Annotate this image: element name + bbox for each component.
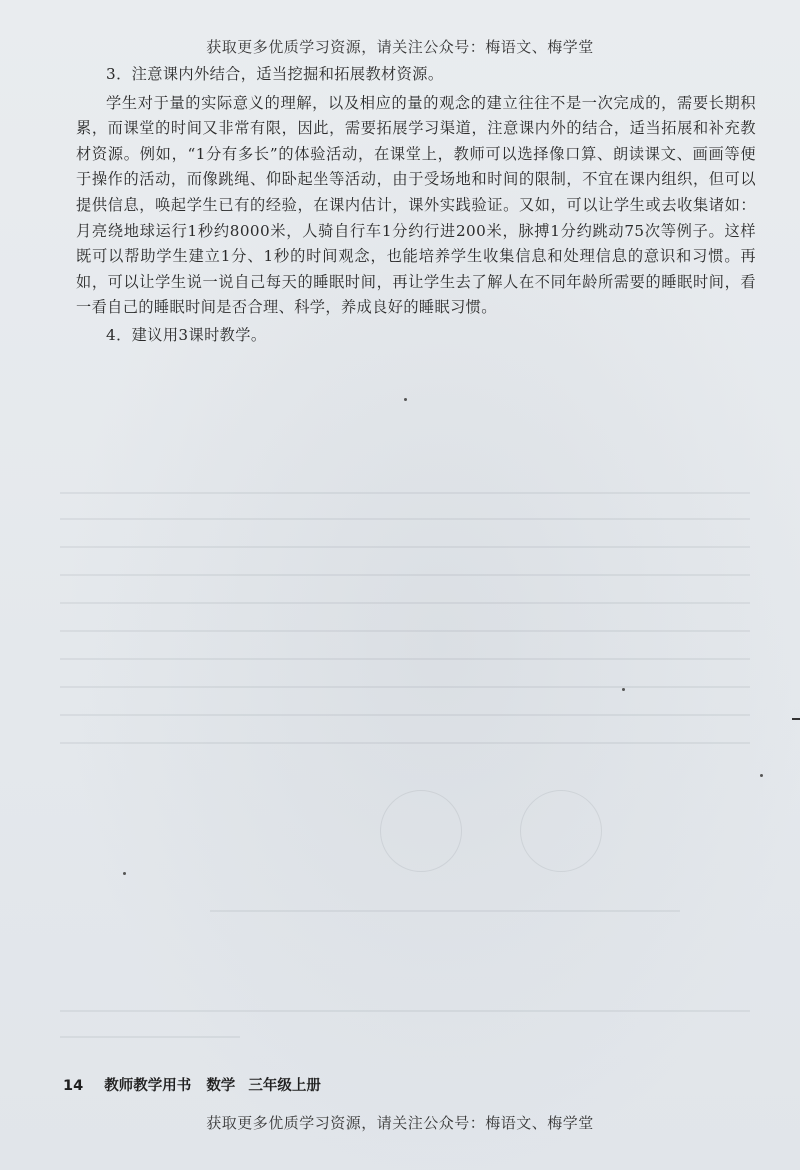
bleed-through-line bbox=[60, 630, 750, 632]
body-paragraph: 学生对于量的实际意义的理解，以及相应的量的观念的建立往往不是一次完成的，需要长期积累，而课堂的时间又非常有限，因此，需要拓展学习渠道，注意课内外的结合，适当拓展和补充教材资源。例如，“1分有多长”的体验活动，在课堂上，教师可以选择像口算、朗读课文、画画等便于操作的活动，而像跳绳、仰卧起坐等活动，由于受场地和时间的限制，不宜在课内组织，但可以提供信息，唤起学生已有的经验，在课内估计，课外实践验证。又如，可以让学生或去收集诸如：月亮绕地球运行1秒约8000米，人骑自行车1分约行进200米，脉搏1分约跳动75次等例子。这样既可以帮助学生建立1分、1秒的时间观念，也能培养学生收集信息和处理信息的意识和习惯。再如，可以让学生说一说自己每天的睡眠时间，再让学生去了解人在不同年龄所需要的睡眠时间，看一看自己的睡眠时间是否合理、科学，养成良好的睡眠习惯。 bbox=[76, 93, 756, 317]
page-edge-mark bbox=[792, 718, 800, 720]
bleed-through-line bbox=[60, 518, 750, 520]
bleed-through-line bbox=[60, 1010, 750, 1012]
page-footer bbox=[63, 1074, 321, 1095]
bleed-through-clock bbox=[520, 790, 602, 872]
bleed-through-line bbox=[60, 574, 750, 576]
main-content bbox=[76, 62, 756, 349]
bleed-through-ruler bbox=[210, 910, 680, 912]
section-heading: 3．注意课内外结合，适当挖掘和拓展教材资源。 bbox=[106, 65, 444, 83]
bleed-through-line bbox=[60, 742, 750, 744]
suggestion-item: 4．建议用3课时教学。 bbox=[106, 325, 267, 344]
scan-speck bbox=[760, 774, 763, 777]
grade-label: 三年级上册 bbox=[248, 1078, 321, 1094]
bleed-through-line bbox=[60, 492, 750, 494]
bleed-through-line bbox=[60, 686, 750, 688]
scan-speck bbox=[404, 398, 407, 401]
book-title: 教师教学用书 bbox=[104, 1078, 192, 1094]
bleed-through-line bbox=[60, 546, 750, 548]
bleed-through-line bbox=[60, 602, 750, 604]
page-number: 14 bbox=[63, 1078, 84, 1094]
bleed-through-line bbox=[60, 658, 750, 660]
bleed-through-line bbox=[60, 714, 750, 716]
scan-speck bbox=[123, 872, 126, 875]
scan-speck bbox=[622, 688, 625, 691]
watermark-bottom: 获取更多优质学习资源，请关注公众号：梅语文、梅学堂 bbox=[206, 1114, 594, 1132]
watermark-top: 获取更多优质学习资源，请关注公众号：梅语文、梅学堂 bbox=[206, 38, 594, 56]
bleed-through-clock bbox=[380, 790, 462, 872]
subject-label: 数学 bbox=[206, 1078, 236, 1094]
bleed-through-line bbox=[60, 1036, 240, 1038]
